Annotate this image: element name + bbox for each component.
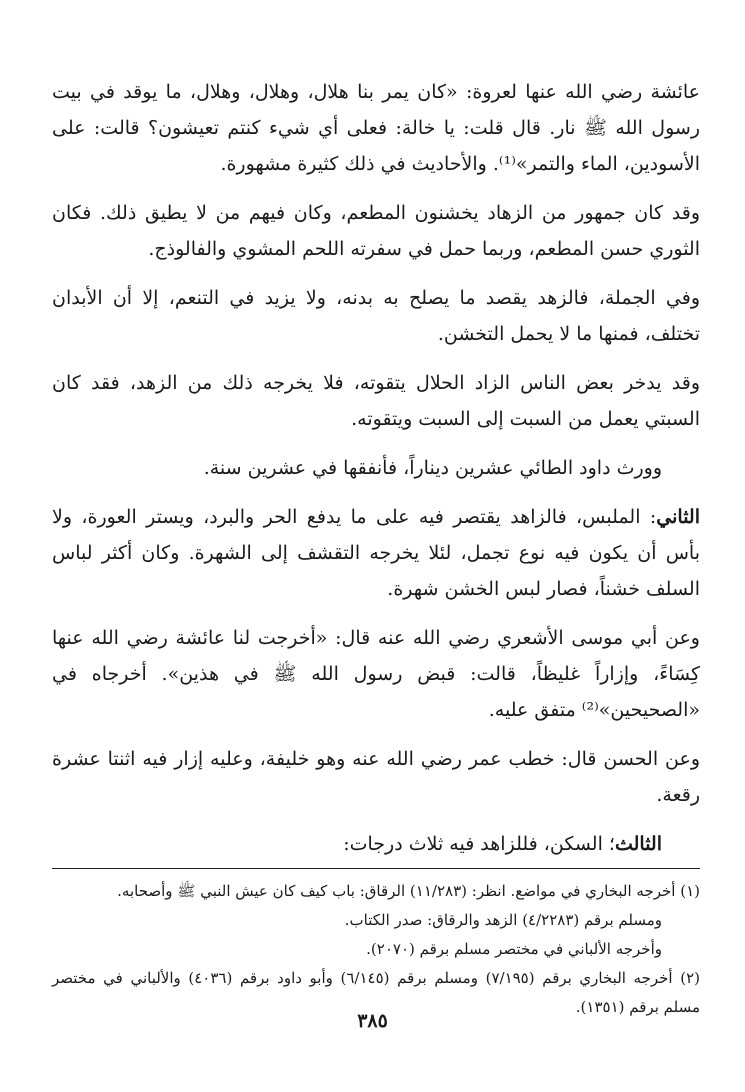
section-third-heading: الثالث: [614, 833, 662, 855]
page-number: ٣٨٥: [357, 1010, 388, 1032]
footnote-1-albani: وأخرجه الألباني في مختصر مسلم برقم (٢٠٧٠).: [366, 940, 662, 958]
paragraph-aisha-hadith: عائشة رضي الله عنها لعروة: «كان يمر بنا هلال، وهلال، وهلال، ما يوقد في بيت رسول الله ﷺ نار. قال قلت: يا خالة: فعلى أي شيء كنتم تعيشون؟ قالت: على الأسودين، الماء والتمر»⁽¹⁾. والأحاديث في ذلك كثيرة مشهورة.: [52, 81, 700, 175]
section-third-text: ؛ السكن، فللزاهد فيه ثلاث درجات:: [343, 833, 615, 855]
paragraph-hasan-umar: وعن الحسن قال: خطب عمر رضي الله عنه وهو خليفة، وعليه إزار فيه اثنتا عشرة رقعة.: [52, 748, 700, 806]
paragraph-ascetics-food: وقد كان جمهور من الزهاد يخشنون المطعم، وكان فيهم من لا يطيق ذلك. فكان الثوري حسن المطعم، وربما حمل في سفرته اللحم المشوي والفالوذج.: [52, 202, 700, 260]
footnote-separator: [52, 868, 700, 869]
paragraph-abu-musa-hadith: وعن أبي موسى الأشعري رضي الله عنه قال: «أخرجت لنا عائشة رضي الله عنها كِسَاءً، وإزاراً غليظاً، قالت: قبض رسول الله ﷺ في هذين». أخرجاه في «الصحيحين»⁽²⁾ متفق عليه.: [52, 627, 700, 721]
footnote-2: (٢) أخرجه البخاري برقم (٧/١٩٥) ومسلم برقم (٦/١٤٥) وأبو داود برقم (٤٠٣٦) والألباني في مختصر مسلم برقم (١٣٥١).: [52, 969, 700, 1016]
section-second-clothing: [52, 499, 700, 607]
section-third-dwelling: [52, 826, 700, 862]
section-second-heading: الثاني: [656, 506, 700, 528]
paragraph-dawud-taai: وورث داود الطائي عشرين ديناراً، فأنفقها في عشرين سنة.: [203, 457, 662, 479]
page-body: [52, 74, 700, 1022]
section-second-text: : الملبس، فالزاهد يقتصر فيه على ما يدفع الحر والبرد، ويستر العورة، ولا بأس أن يكون فيه نوع تجمل، لئلا يخرجه التقشف إلى الشهرة. وكان أكثر لباس السلف خشناً، فصار لبس الخشن شهرة.: [52, 506, 700, 600]
paragraph-storing-provisions: وقد يدخر بعض الناس الزاد الحلال يتقوته، فلا يخرجه ذلك من الزهد، فقد كان السبتي يعمل من السبت إلى السبت ويتقوته.: [52, 372, 700, 430]
footnote-1: (١) أخرجه البخاري في مواضع. انظر: (١١/٢٨٣) الرقاق: باب كيف كان عيش النبي ﷺ وأصحابه.: [117, 882, 700, 900]
paragraph-zuhd-summary: وفي الجملة، فالزهد يقصد ما يصلح به بدنه، ولا يزيد في التنعم، إلا أن الأبدان تختلف، فمنها ما لا يحمل التخشن.: [52, 287, 700, 345]
footnote-1-muslim: ومسلم برقم (٤/٢٢٨٣) الزهد والرقاق: صدر الكتاب.: [344, 911, 662, 929]
